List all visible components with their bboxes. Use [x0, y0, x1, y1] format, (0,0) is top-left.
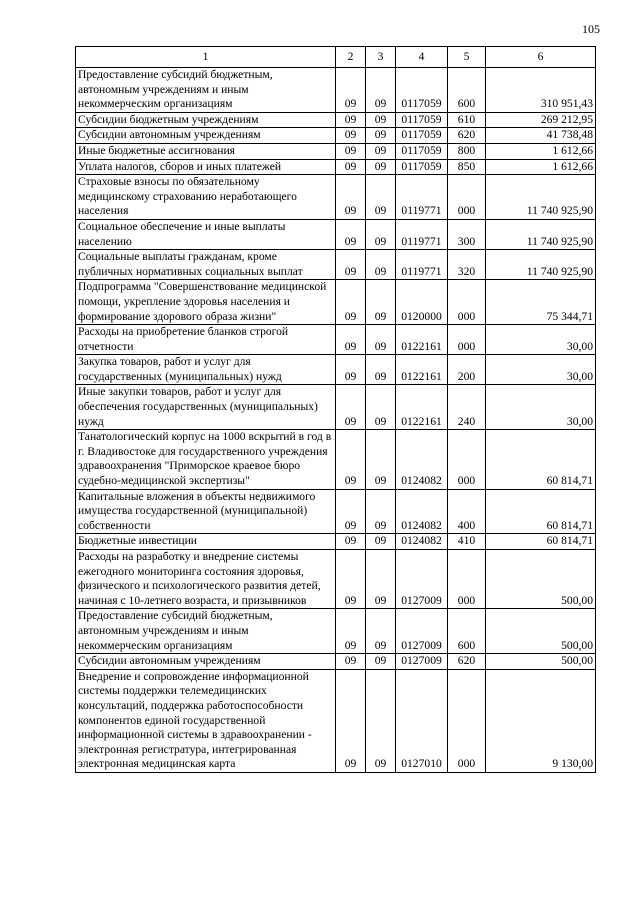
row-expense-type: 620: [448, 128, 486, 144]
row-subsection: 09: [366, 669, 396, 772]
row-subsection: 09: [366, 175, 396, 220]
row-expense-type: 800: [448, 143, 486, 159]
row-subsection: 09: [366, 355, 396, 385]
row-target-code: 0127009: [396, 654, 448, 670]
table-row: [76, 609, 596, 654]
row-subsection: 09: [366, 128, 396, 144]
row-target-code: 0127009: [396, 609, 448, 654]
row-amount: 41 738,48: [486, 128, 596, 144]
row-section: 09: [336, 609, 366, 654]
row-name: Страховые взносы по обязательному медицинскому страхованию неработающего населения: [76, 175, 336, 220]
table-row: [76, 175, 596, 220]
row-target-code: 0119771: [396, 175, 448, 220]
row-name: Предоставление субсидий бюджетным, автономным учреждениям и иным некоммерческим организациям: [76, 609, 336, 654]
row-expense-type: 850: [448, 159, 486, 175]
table-row: [76, 385, 596, 430]
table-row: [76, 654, 596, 670]
row-expense-type: 200: [448, 355, 486, 385]
table-row: [76, 219, 596, 249]
row-target-code: 0117059: [396, 68, 448, 113]
row-amount: 30,00: [486, 325, 596, 355]
table-row: [76, 159, 596, 175]
row-section: 09: [336, 534, 366, 550]
budget-table: [75, 46, 596, 773]
row-amount: 75 344,71: [486, 280, 596, 325]
row-section: 09: [336, 355, 366, 385]
row-name: Бюджетные инвестиции: [76, 534, 336, 550]
row-section: 09: [336, 280, 366, 325]
table-row: [76, 355, 596, 385]
row-expense-type: 620: [448, 654, 486, 670]
row-target-code: 0122161: [396, 325, 448, 355]
row-target-code: 0117059: [396, 159, 448, 175]
row-amount: 30,00: [486, 385, 596, 430]
row-subsection: 09: [366, 219, 396, 249]
table-row: [76, 250, 596, 280]
header-col-1: 1: [76, 47, 336, 68]
row-name: Иные закупки товаров, работ и услуг для обеспечения государственных (муниципальных) нужд: [76, 385, 336, 430]
row-name: Подпрограмма "Совершенствование медицинской помощи, укрепление здоровья населения и формирование здорового образа жизни": [76, 280, 336, 325]
row-subsection: 09: [366, 143, 396, 159]
header-row: [76, 47, 596, 68]
row-expense-type: 000: [448, 175, 486, 220]
row-target-code: 0117059: [396, 128, 448, 144]
row-amount: 500,00: [486, 609, 596, 654]
row-expense-type: 000: [448, 280, 486, 325]
row-subsection: 09: [366, 534, 396, 550]
row-expense-type: 600: [448, 68, 486, 113]
row-amount: 500,00: [486, 550, 596, 609]
table-row: [76, 430, 596, 489]
page-number: 105: [582, 22, 600, 36]
row-subsection: 09: [366, 68, 396, 113]
row-subsection: 09: [366, 159, 396, 175]
row-target-code: 0122161: [396, 385, 448, 430]
table-row: [76, 550, 596, 609]
row-name: Социальные выплаты гражданам, кроме публичных нормативных социальных выплат: [76, 250, 336, 280]
table-body: [76, 68, 596, 773]
row-target-code: 0124082: [396, 489, 448, 534]
row-target-code: 0120000: [396, 280, 448, 325]
row-section: 09: [336, 68, 366, 113]
row-section: 09: [336, 175, 366, 220]
row-subsection: 09: [366, 550, 396, 609]
row-section: 09: [336, 489, 366, 534]
row-name: Субсидии бюджетным учреждениям: [76, 112, 336, 128]
row-amount: 60 814,71: [486, 489, 596, 534]
row-section: 09: [336, 128, 366, 144]
row-name: Закупка товаров, работ и услуг для государственных (муниципальных) нужд: [76, 355, 336, 385]
row-expense-type: 400: [448, 489, 486, 534]
row-subsection: 09: [366, 280, 396, 325]
header-col-3: 3: [366, 47, 396, 68]
row-target-code: 0127009: [396, 550, 448, 609]
row-name: Социальное обеспечение и иные выплаты населению: [76, 219, 336, 249]
row-expense-type: 000: [448, 669, 486, 772]
row-section: 09: [336, 654, 366, 670]
row-amount: 1 612,66: [486, 143, 596, 159]
table-row: [76, 128, 596, 144]
row-target-code: 0119771: [396, 219, 448, 249]
row-amount: 9 130,00: [486, 669, 596, 772]
row-amount: 11 740 925,90: [486, 175, 596, 220]
header-col-2: 2: [336, 47, 366, 68]
row-amount: 11 740 925,90: [486, 219, 596, 249]
row-subsection: 09: [366, 325, 396, 355]
row-amount: 30,00: [486, 355, 596, 385]
table-row: [76, 534, 596, 550]
row-section: 09: [336, 550, 366, 609]
row-amount: 60 814,71: [486, 430, 596, 489]
header-col-4: 4: [396, 47, 448, 68]
row-target-code: 0127010: [396, 669, 448, 772]
row-section: 09: [336, 325, 366, 355]
table-row: [76, 68, 596, 113]
row-subsection: 09: [366, 654, 396, 670]
row-expense-type: 000: [448, 325, 486, 355]
row-subsection: 09: [366, 489, 396, 534]
row-expense-type: 410: [448, 534, 486, 550]
row-name: Субсидии автономным учреждениям: [76, 654, 336, 670]
row-target-code: 0117059: [396, 112, 448, 128]
row-name: Расходы на приобретение бланков строгой отчетности: [76, 325, 336, 355]
row-amount: 1 612,66: [486, 159, 596, 175]
row-subsection: 09: [366, 250, 396, 280]
row-expense-type: 600: [448, 609, 486, 654]
row-subsection: 09: [366, 385, 396, 430]
row-subsection: 09: [366, 430, 396, 489]
row-section: 09: [336, 112, 366, 128]
row-name: Предоставление субсидий бюджетным, автономным учреждениям и иным некоммерческим организациям: [76, 68, 336, 113]
row-name: Танатологический корпус на 1000 вскрытий в год в г. Владивостоке для государственного учреждения здравоохранения "Приморское краевое бюро судебно-медицинской экспертизы": [76, 430, 336, 489]
row-subsection: 09: [366, 609, 396, 654]
row-target-code: 0117059: [396, 143, 448, 159]
row-amount: 11 740 925,90: [486, 250, 596, 280]
row-amount: 310 951,43: [486, 68, 596, 113]
table-row: [76, 143, 596, 159]
row-section: 09: [336, 159, 366, 175]
row-target-code: 0119771: [396, 250, 448, 280]
table-row: [76, 112, 596, 128]
row-expense-type: 300: [448, 219, 486, 249]
row-expense-type: 610: [448, 112, 486, 128]
row-section: 09: [336, 143, 366, 159]
row-expense-type: 000: [448, 550, 486, 609]
table-row: [76, 489, 596, 534]
row-section: 09: [336, 385, 366, 430]
row-target-code: 0124082: [396, 430, 448, 489]
row-section: 09: [336, 669, 366, 772]
row-target-code: 0124082: [396, 534, 448, 550]
row-expense-type: 320: [448, 250, 486, 280]
row-name: Капитальные вложения в объекты недвижимого имущества государственной (муниципальной) собственности: [76, 489, 336, 534]
table-row: [76, 325, 596, 355]
row-name: Уплата налогов, сборов и иных платежей: [76, 159, 336, 175]
row-target-code: 0122161: [396, 355, 448, 385]
row-name: Иные бюджетные ассигнования: [76, 143, 336, 159]
header-col-6: 6: [486, 47, 596, 68]
row-section: 09: [336, 250, 366, 280]
row-name: Субсидии автономным учреждениям: [76, 128, 336, 144]
row-amount: 269 212,95: [486, 112, 596, 128]
row-amount: 60 814,71: [486, 534, 596, 550]
row-expense-type: 000: [448, 430, 486, 489]
row-amount: 500,00: [486, 654, 596, 670]
row-subsection: 09: [366, 112, 396, 128]
header-col-5: 5: [448, 47, 486, 68]
row-name: Внедрение и сопровождение информационной системы поддержки телемедицинских консультаций, поддержка работоспособности компонентов единой государственной информационной системы в здравоохранении - электронная регистратура, интегрированная электронная медицинская карта: [76, 669, 336, 772]
row-section: 09: [336, 430, 366, 489]
row-name: Расходы на разработку и внедрение системы ежегодного мониторинга состояния здоровья, физического и психологического развития детей, начиная с 10-летнего возраста, и призывников: [76, 550, 336, 609]
table-row: [76, 669, 596, 772]
row-section: 09: [336, 219, 366, 249]
row-expense-type: 240: [448, 385, 486, 430]
table-row: [76, 280, 596, 325]
